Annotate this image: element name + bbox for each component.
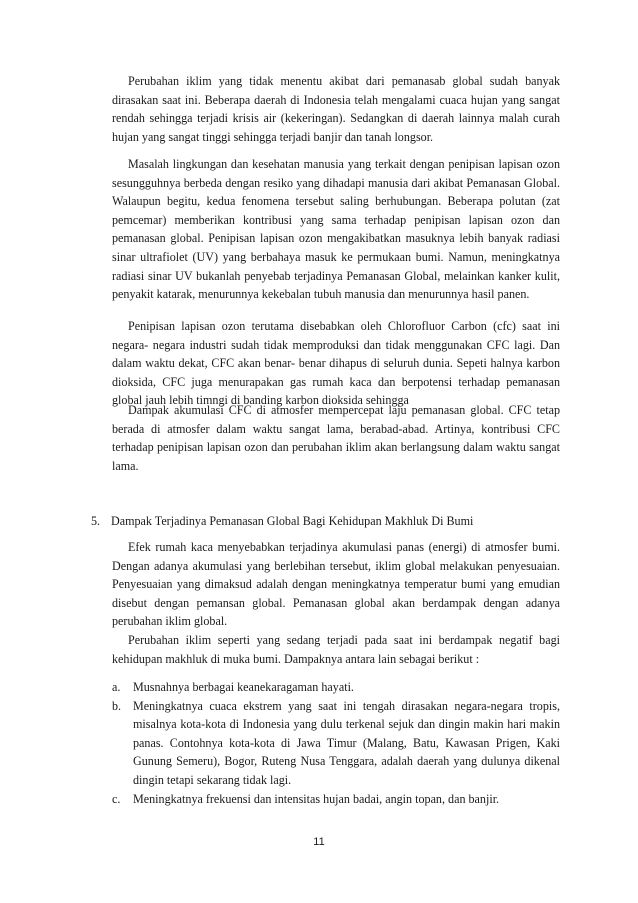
list-item-text: Musnahnya berbagai keanekaragaman hayati. [133,680,354,694]
paragraph-4-block [112,401,560,475]
section-paragraph-1-block [112,538,560,631]
list-item-text: Meningkatnya frekuensi dan intensitas hujan badai, angin topan, dan banjir. [133,791,500,806]
section-heading [91,512,571,531]
list-item [112,697,560,790]
list-marker: c. [112,791,121,806]
paragraph-impact-intro: Perubahan iklim seperti yang sedang terjadi pada saat ini berdampak negatif bagi kehidupan makhluk di muka bumi. Dampaknya antara lain sebagai berikut : [112,633,560,666]
impact-list [112,678,560,808]
section-number: 5. [91,514,101,528]
list-item [112,790,560,809]
paragraph-cfc-impact: Dampak akumulasi CFC di atmosfer mempercepat laju pemanasan global. CFC tetap berada di atmosfer dalam waktu sangat lama, berabad-abad. Artinya, kontribusi CFC terhadap penipisan lapisan ozon dan perubahan iklim akan berlangsung dalam waktu sangat lama. [112,403,560,473]
section-paragraph-2-block [112,631,560,668]
paragraph-cfc-cause: Penipisan lapisan ozon terutama disebabkan oleh Chlorofluor Carbon (cfc) saat ini negara- negara industri sudah tidak memproduksi dan tidak menggunakan CFC lagi. Dan dalam waktu dekat, CFC akan benar- benar dihapus di seluruh dunia. Sepeti halnya karbon dioksida, CFC juga menurapakan gas rumah kaca dan berpotensi terhadap pemanasan global jauh lebih timngi di banding karbon dioksida sehingga [112,319,560,408]
section-title: Dampak Terjadinya Pemanasan Global Bagi Kehidupan Makhluk Di Bumi [111,514,474,528]
paragraph-1-block [112,72,560,146]
list-item-text: Meningkatnya cuaca ekstrem yang saat ini tengah dirasakan negara-negara tropis, misalnya kota-kota di Indonesia yang dulu terkenal sejuk dan dingin makin hari makin panas. Contohnya kota-kota di Jawa Timur (Malang, Batu, Kawasan Prigen, Kaki Gunung Semeru), Bogor, Ruteng Nusa Tenggara, adalah daerah yang dulunya dikenal dingin tetapi sekarang tidak lagi. [133,698,560,787]
paragraph-ozone-health: Masalah lingkungan dan kesehatan manusia yang terkait dengan penipisan lapisan ozon sesungguhnya berbeda dengan resiko yang dihadapi manusia dari akibat Pemanasan Global. Walaupun begitu, kedua fenomena tersebut saling berhubungan. Beberapa polutan (zat pemcemar) memberikan kontribusi yang sama terhadap penipisan lapisan ozon dan pemanasan global. Penipisan lapisan ozon mengakibatkan masuknya lebih banyak radiasi sinar ultrafiolet (UV) yang berbahaya masuk ke permukaan bumi. Namun, meningkatnya radiasi sinar UV bukanlah penyebab terjadinya Pemanasan Global, melainkan kanker kulit, penyakit katarak, menurunnya kekebalan tubuh manusia dan menurunnya hasil panen. [112,157,560,302]
paragraph-3-block [112,317,560,410]
list-marker: b. [112,698,122,713]
paragraph-2-block [112,155,560,304]
list-marker: a. [112,680,121,694]
paragraph-greenhouse-effect: Efek rumah kaca menyebabkan terjadinya akumulasi panas (energi) di atmosfer bumi. Dengan adanya akumulasi yang berlebihan tersebut, iklim global melakukan penyesuaian. Penyesuaian yang dimaksud adalah dengan meningkatnya temperatur bumi yang emudian disebut dengan pemansan global. Pemanasan global akan berdampak dengan adanya perubahan iklim global. [112,540,560,629]
page-number: 11 [313,836,325,848]
paragraph-climate-change: Perubahan iklim yang tidak menentu akibat dari pemanasab global sudah banyak dirasakan saat ini. Beberapa daerah di Indonesia telah mengalami cuaca hujan yang sangat rendah sehingga terjadi krisis air (kekeringan). Sedangkan di daerah lainnya malah curah hujan yang sangat tinggi sehingga terjadi banjir dan tanah longsor. [112,74,560,144]
list-item [112,678,560,697]
